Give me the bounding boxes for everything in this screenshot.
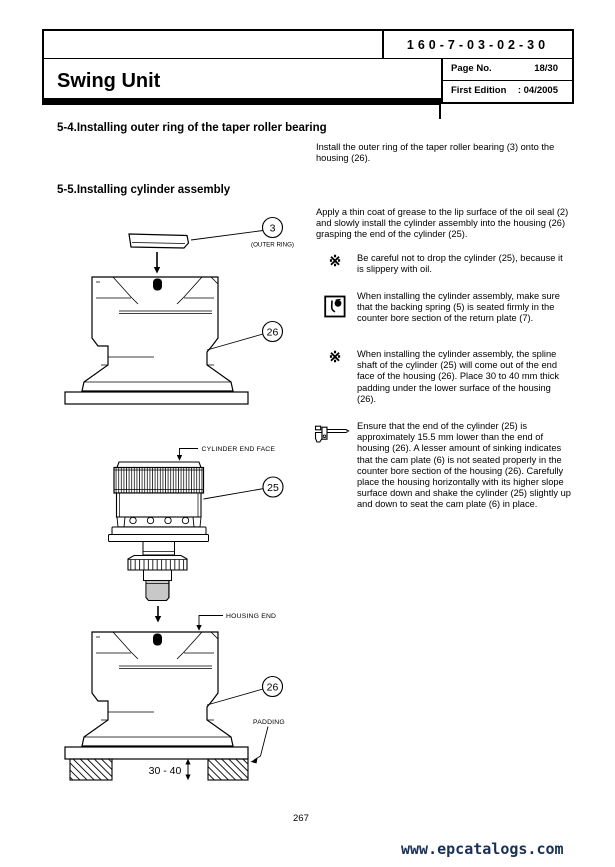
note-text: When installing the cylinder assembly, the spline shaft of the cylinder (25) will come out of the end face of the housing (26). Place 30 to 40 mm thick padding under the lower surface of the housing (26).: [357, 349, 560, 404]
section-54-heading: 5-4.Installing outer ring of the taper roller bearing: [57, 122, 327, 134]
page-no-value: 18/30: [534, 63, 558, 74]
header-empty-cell: [42, 29, 383, 60]
install-arrow: [155, 606, 161, 623]
figure-cylinder-install: [65, 446, 285, 780]
figure-outer-ring-install: [65, 218, 294, 405]
reference-mark-glyph: ※: [328, 349, 342, 366]
padding-label: PADDING: [253, 719, 285, 726]
padding-block-left: [70, 759, 112, 780]
note-text: Ensure that the end of the cylinder (25) is approximately 15.5 mm lower than the end of housing (26). A lesser amount of sinking indicates that the cam plate (6) is not seated properly in the counter bore section of the housing (26). Carefully place the housing horizontally with its higher slope surface down and shake the cylinder (25) slightly up and down to seat the cam plate (6) in place.: [357, 421, 571, 510]
page-no-cell: [441, 59, 574, 82]
edition-cell: [441, 81, 574, 104]
header-rule-stub: [439, 104, 441, 119]
page-number: 267: [293, 813, 309, 824]
padding-block-right: [208, 759, 248, 780]
page-title: Swing Unit: [42, 59, 441, 104]
callout-25-label: 25: [267, 482, 279, 494]
callout-3-leader: [191, 231, 263, 241]
reference-mark-icon: [320, 349, 350, 367]
cylinder-end-face-label: CYLINDER END FACE: [201, 446, 276, 453]
padding-leader: [254, 727, 268, 761]
cylinder-assembly-drawing: [109, 462, 209, 601]
cylinder-end-face-leader: [180, 449, 199, 456]
edition-label: First Edition: [451, 85, 507, 96]
padding-dimension-value: 30 - 40: [148, 765, 182, 777]
boxed-tool-icon: [320, 295, 350, 323]
callout-25-leader: [204, 489, 265, 500]
header-rule: [42, 98, 441, 105]
dimension-arrow: [185, 759, 190, 780]
outer-ring-drawing: [129, 234, 189, 248]
outer-ring-caption: (OUTER RING): [251, 241, 294, 249]
caliper-icon: [311, 423, 351, 450]
watermark-url: www.epcatalogs.com: [401, 840, 564, 858]
edition-value: : 04/2005: [517, 85, 558, 96]
housing-end-label: HOUSING END: [226, 613, 277, 620]
figures-canvas: [55, 207, 305, 807]
section-55-body: Apply a thin coat of grease to the lip surface of the oil seal (2) and slowly install the cylinder assembly into the housing (26) grasping the end of the cylinder (25).: [316, 207, 569, 240]
reference-mark-icon: [320, 253, 350, 271]
section-55-heading: 5-5.Installing cylinder assembly: [57, 184, 231, 196]
page-no-label: Page No.: [451, 63, 492, 74]
install-arrow: [154, 252, 160, 274]
callout-3-label: 3: [269, 222, 276, 235]
note-text: Be careful not to drop the cylinder (25), because it is slippery with oil.: [357, 253, 563, 275]
reference-mark-glyph: ※: [328, 253, 342, 270]
note-text: When installing the cylinder assembly, make sure that the backing spring (5) is seated firmly in the counter bore section of the return plate (7).: [357, 291, 560, 324]
section-54-body: Install the outer ring of the taper roller bearing (3) onto the housing (26).: [316, 142, 555, 164]
doc-number: 160-7-03-02-30: [382, 29, 574, 60]
housing-end-leader: [199, 616, 223, 626]
